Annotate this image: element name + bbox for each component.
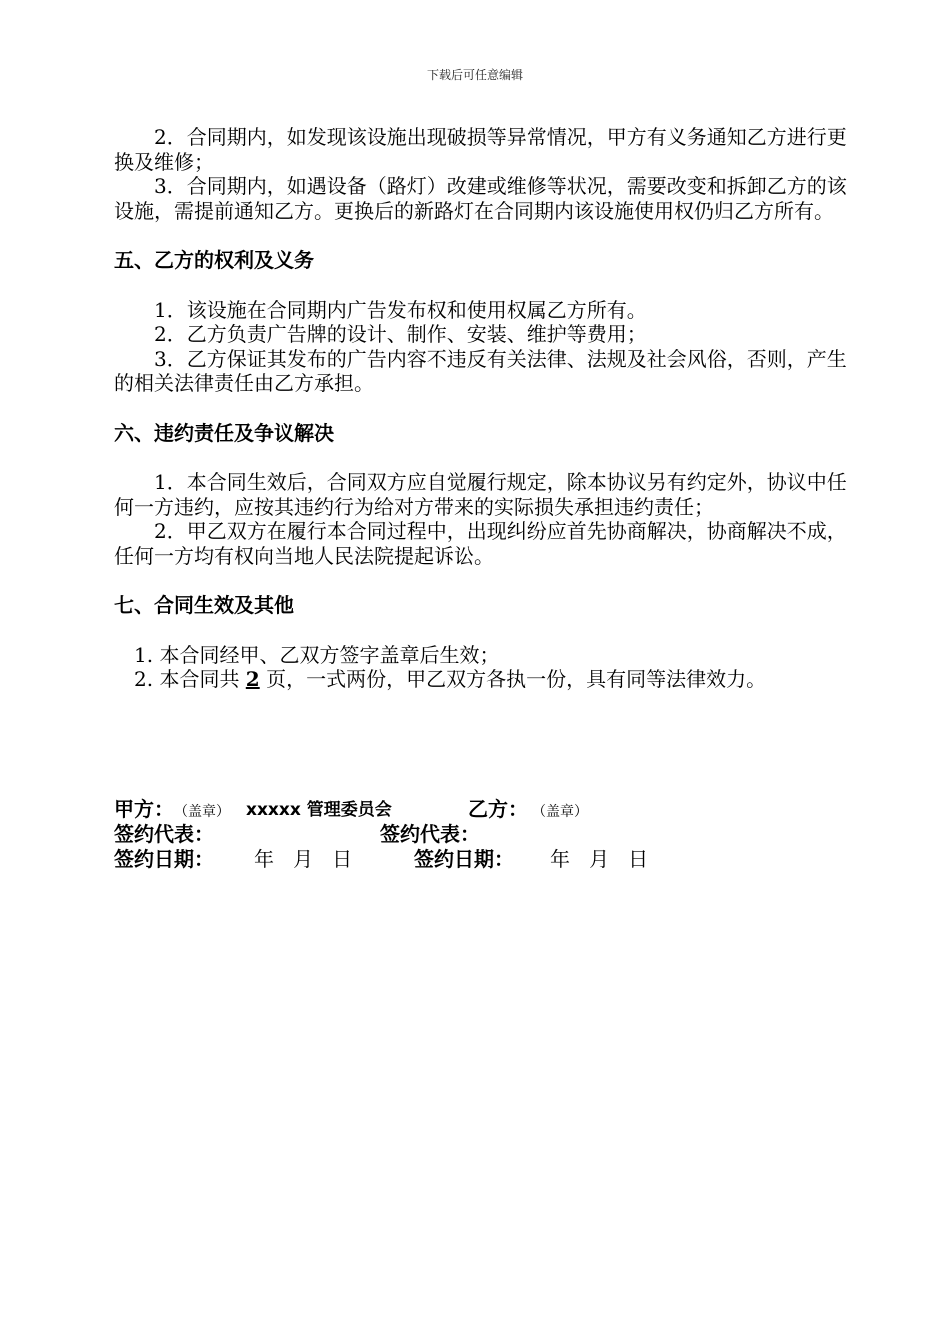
section-6-heading: 六、违约责任及争议解决 <box>114 420 334 445</box>
date-row <box>114 847 834 872</box>
representative-row <box>114 822 834 847</box>
page-count: 2 <box>245 667 260 691</box>
party-b-seal: （盖章） <box>532 804 588 820</box>
section-5-item-1: 1．该设施在合同期内广告发布权和使用权属乙方所有。 <box>154 297 647 322</box>
item-2-prefix: 2. 本合同共 <box>134 667 246 691</box>
section-5-item-2: 2．乙方负责广告牌的设计、制作、安装、维护等费用； <box>154 322 647 346</box>
clause-3: 3．合同期内，如遇设备（路灯）改建或维修等状况，需要改变和拆卸乙方的该设施，需提前通知乙方。更换后的新路灯在合同期内该设施使用权仍归乙方所有。 <box>114 174 847 223</box>
date-label-a: 签约日期： <box>114 847 214 871</box>
party-row <box>114 797 834 822</box>
section-7-heading: 七、合同生效及其他 <box>114 593 294 617</box>
date-label-b: 签约日期： <box>414 847 514 871</box>
date-value-a: 年 月 日 <box>254 847 353 871</box>
section-7-item-2 <box>114 667 854 692</box>
rep-label-a: 签约代表： <box>114 822 214 846</box>
clause-2: 2．合同期内，如发现该设施出现破损等异常情况，甲方有义务通知乙方进行更换及维修； <box>114 125 847 174</box>
party-a-seal: （盖章） <box>174 804 230 820</box>
item-2-suffix: 页，一式两份，甲乙双方各执一份，具有同等法律效力。 <box>259 667 767 691</box>
section-5-heading: 五、乙方的权利及义务 <box>114 248 314 272</box>
section-6-item-2: 2．甲乙双方在履行本合同过程中，出现纠纷应首先协商解决，协商解决不成，任何一方均有权向当地人民法院提起诉讼。 <box>114 519 847 568</box>
date-value-b: 年 月 日 <box>550 847 649 871</box>
party-b-label: 乙方： <box>468 797 528 821</box>
page-header-note: 下载后可任意编辑 <box>426 68 523 82</box>
party-a-label: 甲方： <box>114 797 174 821</box>
document-body <box>114 125 854 692</box>
party-a-name: xxxxx 管理委员会 <box>246 800 392 820</box>
section-6-item-1: 1．本合同生效后，合同双方应自觉履行规定，除本协议另有约定外，协议中任何一方违约，应按其违约行为给对方带来的实际损失承担违约责任； <box>114 470 847 519</box>
section-7-item-1: 1. 本合同经甲、乙双方签字盖章后生效； <box>134 642 500 667</box>
signature-block <box>114 797 834 872</box>
section-5-item-3: 3．乙方保证其发布的广告内容不违反有关法律、法规及社会风俗，否则，产生的相关法律责任由乙方承担。 <box>114 346 847 395</box>
rep-label-b: 签约代表： <box>380 822 480 846</box>
